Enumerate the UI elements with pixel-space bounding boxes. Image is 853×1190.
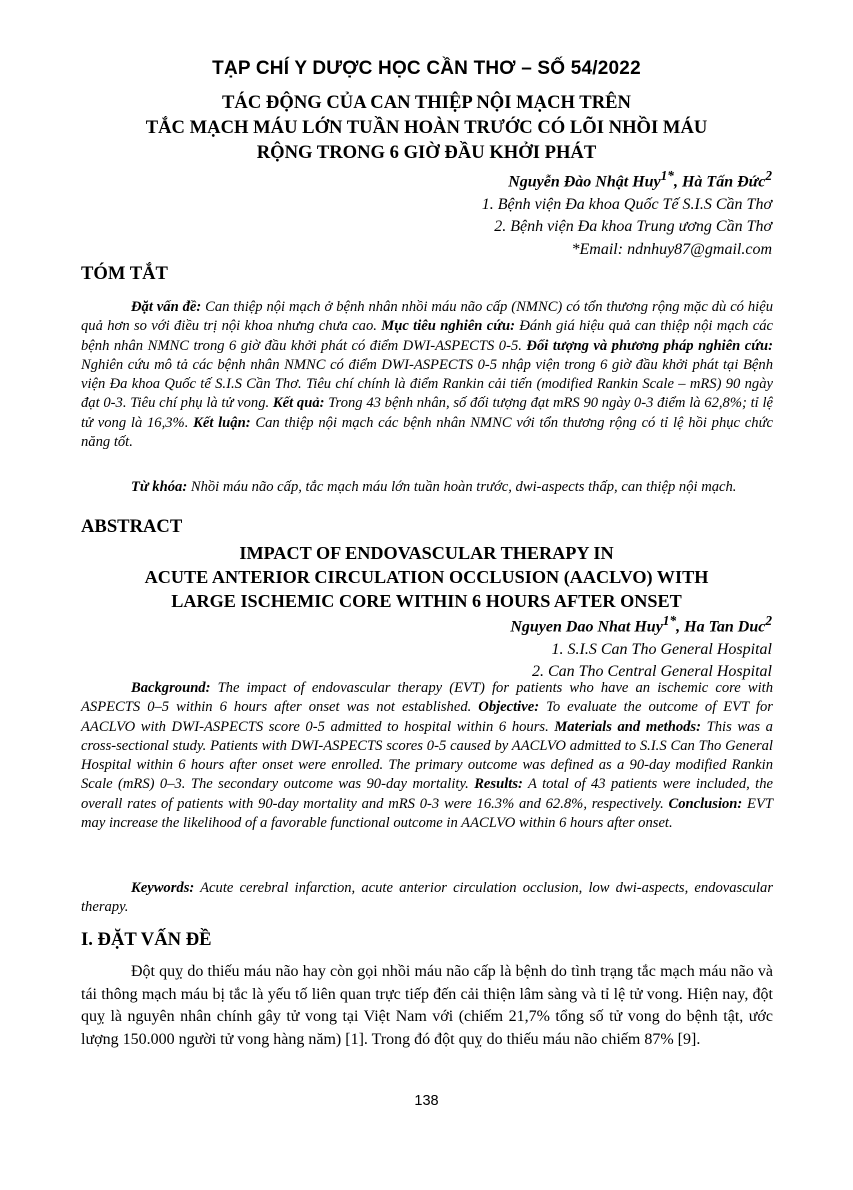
label-keywords: Keywords:	[131, 880, 195, 896]
label-background: Background:	[131, 680, 211, 696]
vn-summary-paragraph	[81, 298, 773, 452]
label-results: Kết quả:	[272, 395, 325, 412]
text-methods: Nghiên cứu mô tả các bệnh nhân NMNC có điểm DWI-ASPECTS 0-5 nhập viện trong 6 giờ đầu khởi phát tại Bệnh viện Đa khoa Quốc tế S.I.S Cần Thơ. Tiêu chí chính là điểm Rankin cải tiến (modified Rankin Scale – mRS) 90 ngày đạt 0-3. Tiêu chí phụ là tử vong.	[81, 356, 773, 412]
text-results: Trong 43 bệnh nhân, số đối tượng đạt mRS 90 ngày 0-3 điểm là 62,8%; tỉ lệ tử vong là 16,3%.	[81, 395, 773, 431]
en-authors	[510, 610, 772, 639]
en-affiliation-1: 1. S.I.S Can Tho General Hospital	[551, 640, 772, 658]
text-background: The impact of endovascular therapy (EVT) for patients who have an ischemic core with ASPECTS 0–5 within 6 hours after onset was not established.	[81, 680, 773, 716]
abstract-heading: ABSTRACT	[81, 516, 183, 537]
label-conclusion: Kết luận:	[193, 414, 251, 431]
en-author-2: Ha Tan Duc	[684, 618, 766, 636]
en-title-line: IMPACT OF ENDOVASCULAR THERAPY IN	[239, 543, 614, 563]
en-author-1: Nguyen Dao Nhat Huy	[510, 618, 663, 636]
journal-header: TẠP CHÍ Y DƯỢC HỌC CẦN THƠ – SỐ 54/2022	[212, 58, 641, 79]
text-conclusion: Can thiệp nội mạch các bệnh nhân NMNC với tổn thương rộng có tỉ lệ hồi phục chức năng tốt.	[81, 414, 774, 451]
text-results: A total of 43 patients were included, the overall rates of patients with 90-day mortality and mRS 0-3 were 16.3% and 62.8%, respectively.	[81, 776, 773, 812]
text-objective: To evaluate the outcome of EVT for AACLVO with DWI-ASPECTS score 0-5 admitted to hospital within 6 hours.	[81, 699, 773, 735]
vn-keywords	[81, 478, 773, 497]
english-title	[60, 541, 793, 613]
vietnamese-title	[80, 90, 773, 165]
text-conclusion: EVT may increase the likelihood of a favorable functional outcome in AACLVO within 6 hours after onset.	[81, 795, 774, 832]
en-author-block	[510, 610, 772, 684]
vn-affiliation-1: 1. Bệnh viện Đa khoa Quốc Tế S.I.S Cần Thơ	[481, 195, 772, 213]
label-keywords: Từ khóa:	[131, 479, 188, 495]
en-abstract-paragraph	[81, 679, 773, 833]
vn-authors	[482, 165, 772, 194]
vn-title-line: RỘNG TRONG 6 GIỜ ĐẦU KHỞI PHÁT	[256, 142, 597, 163]
section-1-heading: I. ĐẶT VẤN ĐỀ	[81, 929, 212, 950]
label-conclusion: Conclusion:	[668, 795, 743, 812]
vn-title-line: TẮC MẠCH MÁU LỚN TUẦN HOÀN TRƯỚC CÓ LÕI NHỒI MÁU	[145, 117, 708, 138]
vn-author-block	[482, 165, 772, 261]
vn-title-line: TÁC ĐỘNG CỦA CAN THIỆP NỘI MẠCH TRÊN	[222, 92, 631, 113]
author-separator: ,	[676, 618, 685, 636]
label-methods: Đối tượng và phương pháp nghiên cứu:	[526, 337, 773, 354]
vn-author-2-mark: 2	[765, 168, 772, 183]
label-background: Đặt vấn đề:	[131, 299, 202, 315]
label-objective: Objective:	[478, 699, 540, 716]
vn-affiliation-2: 2. Bệnh viện Đa khoa Trung ương Cần Thơ	[494, 218, 772, 236]
contact-email: *Email: ndnhuy87@gmail.com	[571, 240, 772, 258]
en-author-2-mark: 2	[765, 613, 772, 628]
text-background: Can thiệp nội mạch ở bệnh nhân nhồi máu não cấp (NMNC) có tổn thương rộng mặc dù có hiệu quả hơn so với điều trị nội khoa nhưng chưa cao.	[81, 299, 773, 335]
en-keywords	[81, 879, 773, 918]
en-author-1-mark: 1*	[662, 613, 677, 628]
en-affiliation-2: 2. Can Tho Central General Hospital	[531, 663, 772, 681]
vn-author-2: Hà Tấn Đức	[681, 173, 766, 191]
label-results: Results:	[474, 776, 523, 793]
vn-author-1: Nguyễn Đào Nhật Huy	[508, 173, 661, 191]
text-keywords: Nhồi máu não cấp, tắc mạch máu lớn tuần hoàn trước, dwi-aspects thấp, can thiệp nội mạch.	[187, 479, 737, 495]
author-separator: ,	[673, 173, 682, 191]
text-keywords: Acute cerebral infarction, acute anterior circulation occlusion, low dwi-aspects, endovascular therapy.	[81, 880, 773, 916]
label-methods: Materials and methods:	[554, 718, 701, 735]
en-title-line: ACUTE ANTERIOR CIRCULATION OCCLUSION (AACLVO) WITH	[144, 567, 709, 587]
section-1-paragraph: Đột quỵ do thiếu máu não hay còn gọi nhồi máu não cấp là bệnh do tình trạng tắc mạch máu não và tái thông mạch máu bị tắc là yếu tố liên quan trực tiếp đến cải thiện lâm sàng và tỉ lệ tử vong. Hiện nay, đột quỵ là nguyên nhân chính gây tử vong tại Việt Nam với (chiếm 21,7% tổng số tử vong do bệnh tật, ước lượng 150.000 người tử vong hàng năm) [1]. Trong đó đột quỵ do thiếu máu não chiếm 87% [9].	[81, 963, 773, 1048]
text-methods: This was a cross-sectional study. Patients with DWI-ASPECTS scores 0-5 caused by AACLVO admitted to S.I.S Can Tho General Hospital within 6 hours after onset were enrolled. The primary outcome was defined as a 90-day modified Rankin Scale (mRS) 0–3. The secondary outcome was 90-day mortality.	[81, 718, 773, 793]
vn-author-1-mark: 1*	[660, 168, 674, 183]
label-objective: Mục tiêu nghiên cứu:	[381, 318, 515, 335]
text-objective: Đánh giá hiệu quả can thiệp nội mạch các bệnh nhân NMNC trong 6 giờ đầu khởi phát có điểm DWI-ASPECTS 0-5.	[81, 318, 773, 354]
page-number: 138	[414, 1093, 439, 1109]
en-title-line: LARGE ISCHEMIC CORE WITHIN 6 HOURS AFTER ONSET	[171, 591, 682, 611]
summary-heading: TÓM TẮT	[81, 263, 168, 284]
